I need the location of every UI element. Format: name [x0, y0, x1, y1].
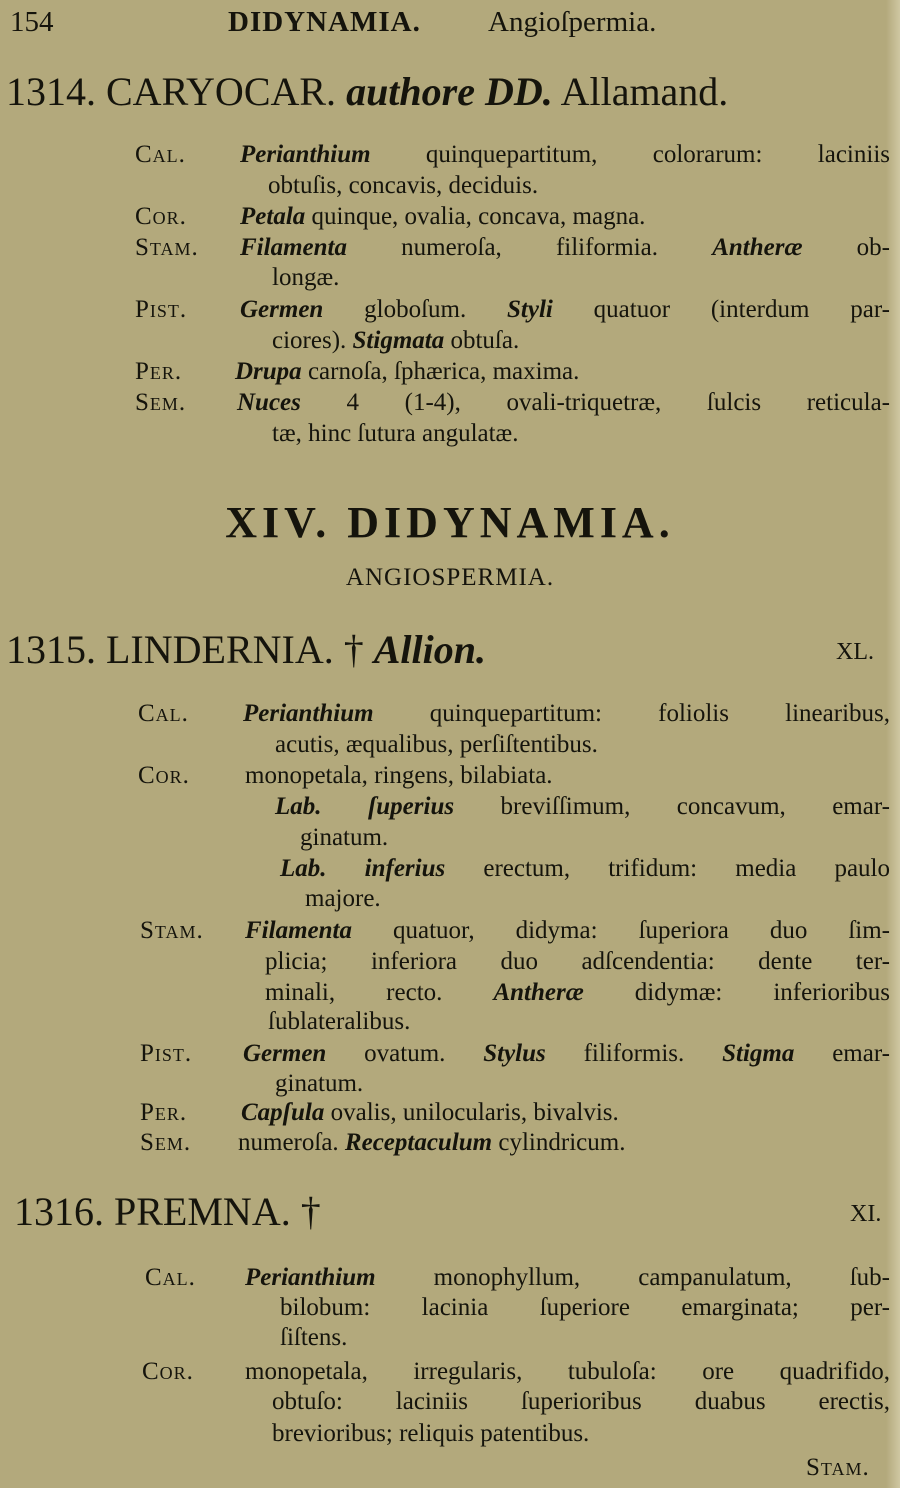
text-run [475, 69, 485, 114]
part-label: Sem. [140, 1129, 192, 1156]
text-run: monophyllum, campanulatum, ſub- [375, 1264, 890, 1291]
text-run: quinque, ovalia, concava, magna. [305, 203, 646, 230]
label-sem [135, 388, 186, 418]
text-run: numeroſa, filiformia. [346, 234, 713, 261]
running-title-order: Angioſpermia. [488, 6, 657, 38]
part-label: Cor. [135, 203, 187, 230]
italic-term: Petala [240, 203, 306, 230]
text-run: majore. [305, 885, 381, 912]
text-run: obtuſis, concavis, deciduis. [268, 172, 539, 199]
text-run: ovalis, unilocularis, bivalvis. [324, 1099, 619, 1126]
desc-line [272, 1419, 589, 1449]
part-label: Stam. [140, 917, 204, 944]
text-run: 4 (1-4), ovali-triquetræ, ſulcis reticula- [300, 389, 890, 416]
part-label: Per. [140, 1099, 188, 1126]
desc-line [272, 1387, 890, 1417]
text-run: monopetala, ringens, bilabiata. [245, 762, 553, 789]
class-title: XIV. DIDYNAMIA. [225, 498, 675, 547]
italic-term: Capſula [241, 1099, 325, 1126]
desc-line [280, 1293, 890, 1323]
desc-line [243, 1039, 890, 1069]
text-run: ginatum. [300, 824, 389, 851]
desc-line [245, 1357, 890, 1387]
desc-line [268, 1007, 410, 1037]
desc-line [240, 202, 645, 232]
part-label: Pist. [140, 1040, 193, 1067]
text-run: brevioribus; reliquis patentibus. [272, 1420, 590, 1447]
text-run: 1315. LINDERNIA. † [6, 627, 374, 672]
label-sem [140, 1128, 191, 1158]
desc-line [237, 388, 890, 418]
italic-term: Lab. inferius [280, 855, 446, 882]
italic-term: Filamenta [240, 234, 347, 261]
text-run: quinquepartitum, colorarum: laciniis [370, 141, 890, 168]
text-run: minali, recto. [265, 979, 494, 1006]
desc-line [238, 1128, 625, 1158]
italic-term: Perianthium [240, 141, 371, 168]
desc-line [241, 1098, 619, 1128]
italic-term: Germen [243, 1040, 327, 1067]
label-cal [138, 699, 189, 729]
italic-term: DD. [485, 69, 553, 114]
italic-term: Stigma [722, 1040, 795, 1067]
label-cor [138, 761, 190, 791]
text-run: acutis, æqualibus, perſiſtentibus. [275, 731, 598, 758]
text-run: ovatum. [326, 1040, 484, 1067]
italic-term: Antheræ [493, 979, 584, 1006]
part-label: Pist. [135, 296, 188, 323]
label-cal [135, 140, 186, 170]
plate-number: XI. [850, 1201, 882, 1227]
desc-line [265, 978, 890, 1008]
text-run: ciores). [272, 327, 353, 354]
text-run: tæ, hinc ſutura angulatæ. [272, 420, 519, 447]
genus-heading-1316 [14, 1189, 321, 1235]
part-label: Cal. [135, 141, 186, 168]
class-subtitle: ANGIOSPERMIA. [345, 564, 555, 591]
italic-term: Germen [240, 296, 324, 323]
desc-line [235, 357, 579, 387]
desc-line [275, 1069, 363, 1099]
label-per [135, 357, 182, 387]
desc-line [245, 1263, 890, 1293]
text-run: carnoſa, ſphærica, maxima. [301, 358, 580, 385]
desc-line [280, 854, 890, 884]
desc-line [272, 263, 339, 293]
desc-line [243, 699, 890, 729]
genus-heading-1315 [6, 627, 486, 673]
italic-term: Antheræ [712, 234, 803, 261]
text-run: emar- [794, 1040, 890, 1067]
label-cal [145, 1263, 196, 1293]
italic-term: Stigmata [352, 327, 445, 354]
label-cor [142, 1357, 194, 1387]
desc-line [272, 326, 519, 356]
desc-line [272, 419, 518, 449]
part-label: Sem. [135, 389, 187, 416]
italic-term: Filamenta [245, 917, 352, 944]
catchword: Stam. [806, 1454, 870, 1481]
text-run: quatuor (interdum par- [552, 296, 890, 323]
text-run: quinquepartitum: foliolis linearibus, [373, 700, 890, 727]
desc-line [275, 792, 890, 822]
part-label: Cor. [142, 1358, 194, 1385]
desc-line [240, 140, 890, 170]
label-pist [135, 295, 187, 325]
italic-term: Styli [507, 296, 553, 323]
desc-line [265, 947, 890, 977]
italic-term: Receptaculum [344, 1129, 493, 1156]
italic-term: Allion. [373, 627, 486, 672]
running-title-class: DIDYNAMIA. [228, 6, 421, 38]
desc-line [245, 916, 890, 946]
desc-line [268, 171, 538, 201]
text-run: 1316. PREMNA. † [14, 1189, 321, 1234]
desc-line [245, 761, 553, 791]
label-cor [135, 202, 187, 232]
desc-line [240, 233, 890, 263]
text-run: ſiſtens. [280, 1324, 348, 1351]
text-run: monopetala, irregularis, tubuloſa: ore quadrifido, [245, 1358, 890, 1385]
text-run: obtuſa. [444, 327, 520, 354]
part-label: Cal. [145, 1264, 196, 1291]
label-stam [140, 916, 204, 946]
italic-term: Perianthium [245, 1264, 376, 1291]
italic-term: Drupa [235, 358, 302, 385]
text-run: breviſſimum, concavum, emar- [454, 793, 891, 820]
page-number: 154 [10, 6, 54, 38]
label-per [140, 1098, 187, 1128]
part-label: Cor. [138, 762, 190, 789]
text-run: plicia; inferiora duo adſcendentia: dente ter- [265, 948, 890, 975]
text-run: ob- [802, 234, 890, 261]
genus-heading-1314 [6, 69, 728, 115]
desc-line [305, 884, 381, 914]
text-run: filiformis. [545, 1040, 723, 1067]
label-stam [135, 233, 199, 263]
italic-term: Perianthium [243, 700, 374, 727]
text-run: cylindricum. [492, 1129, 626, 1156]
text-run: obtuſo: laciniis ſuperioribus duabus erectis, [272, 1388, 890, 1415]
plate-number: XL. [836, 639, 874, 665]
text-run: ſublateralibus. [268, 1008, 411, 1035]
text-run: longæ. [272, 264, 340, 291]
text-run: globoſum. [323, 296, 508, 323]
text-run: erectum, trifidum: media paulo [445, 855, 890, 882]
desc-line [240, 295, 890, 325]
label-pist [140, 1039, 192, 1069]
part-label: Per. [135, 358, 183, 385]
italic-term: Nuces [237, 389, 301, 416]
text-run: didymæ: inferioribus [583, 979, 890, 1006]
text-run: ginatum. [275, 1070, 364, 1097]
text-run: numeroſa. [238, 1129, 345, 1156]
text-run: 1314. CARYOCAR. [6, 69, 347, 114]
desc-line [275, 730, 598, 760]
italic-term: authore [346, 69, 475, 114]
text-run: bilobum: lacinia ſuperiore emarginata; per- [280, 1294, 890, 1321]
desc-line [300, 823, 388, 853]
part-label: Cal. [138, 700, 189, 727]
italic-term: Lab. ſuperius [275, 793, 455, 820]
text-run: Allamand. [552, 69, 729, 114]
text-run: quatuor, didyma: ſuperiora duo ſim- [351, 917, 890, 944]
desc-line [280, 1323, 347, 1353]
part-label: Stam. [135, 234, 199, 261]
italic-term: Stylus [483, 1040, 546, 1067]
